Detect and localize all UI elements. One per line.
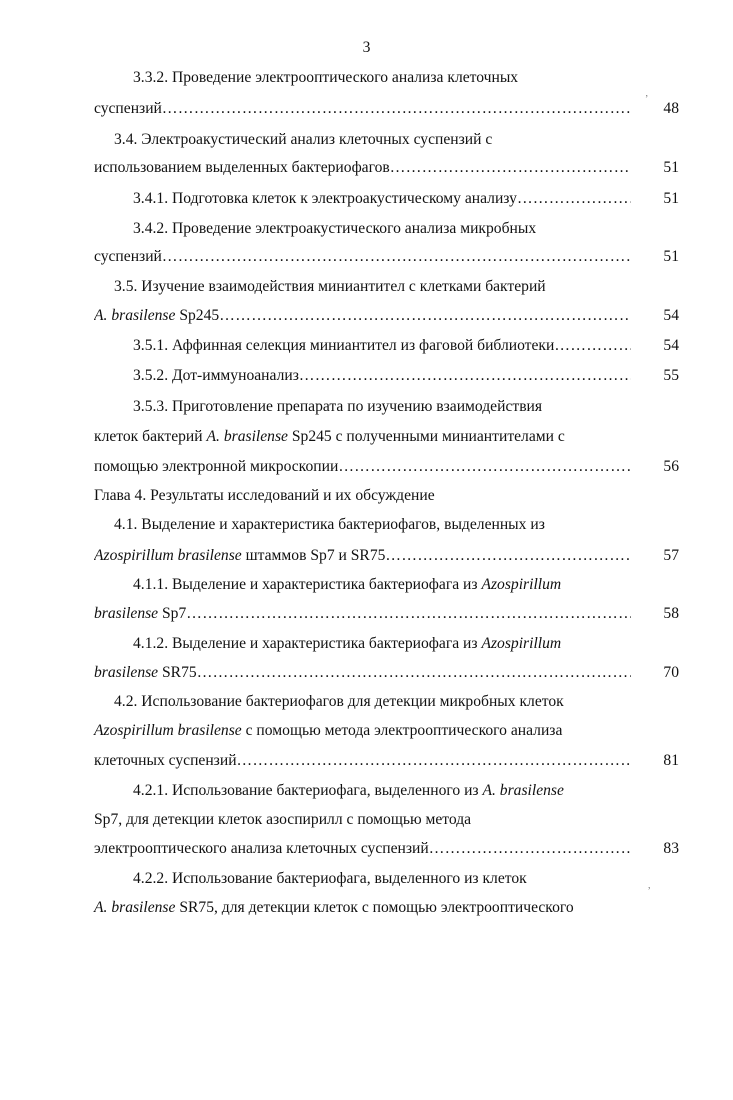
dot-leader bbox=[197, 663, 631, 683]
toc-page-number: 54 bbox=[663, 337, 679, 354]
species-name: A. brasilense bbox=[94, 307, 176, 324]
species-name: brasilense bbox=[94, 605, 159, 622]
dot-leader bbox=[186, 604, 631, 624]
toc-entry-title: 4.2.2. Использование бактериофага, выделенного из клеток bbox=[133, 870, 527, 887]
toc-entry-title: использованием выделенных бактериофагов bbox=[94, 159, 390, 176]
toc-page-number: 48 bbox=[663, 100, 679, 117]
toc-entry-continuation bbox=[0, 721, 733, 741]
toc-entry-continuation bbox=[0, 306, 733, 326]
toc-page-number: 51 bbox=[663, 190, 679, 207]
toc-entry-title: электрооптического анализа клеточных суспензий bbox=[94, 840, 429, 857]
scan-mark: , bbox=[648, 880, 651, 891]
toc-entry-title: 4.1.2. Выделение и характеристика бактериофага из bbox=[133, 635, 482, 652]
page-number: 3 bbox=[362, 39, 371, 56]
species-name: Azospirillum brasilense bbox=[94, 722, 242, 739]
toc-page-number: 57 bbox=[663, 547, 679, 564]
species-name: A. brasilense bbox=[94, 899, 176, 916]
toc-entry-title: 4.1.1. Выделение и характеристика бактериофага из bbox=[133, 576, 482, 593]
toc-page-number: 56 bbox=[663, 458, 679, 475]
toc-entry-title: 3.5.3. Приготовление препарата по изучению взаимодействия bbox=[133, 398, 543, 415]
species-name: Azospirillum bbox=[481, 635, 562, 652]
toc-entry-continuation bbox=[0, 810, 733, 830]
toc-entry-title: 3.3.2. Проведение электрооптического анализа клеточных bbox=[133, 69, 519, 86]
toc-entry-3-4-1[interactable] bbox=[0, 189, 733, 209]
dot-leader bbox=[299, 366, 631, 386]
toc-entry-continuation bbox=[0, 158, 733, 178]
toc-entry-title: суспензий bbox=[94, 100, 162, 117]
toc-entry-3-3-2[interactable] bbox=[0, 68, 733, 88]
species-name: brasilense bbox=[94, 664, 159, 681]
species-name: A. brasilense bbox=[206, 428, 288, 445]
toc-page-number: 55 bbox=[663, 367, 679, 384]
toc-entry-3-5[interactable] bbox=[0, 277, 733, 297]
dot-leader bbox=[237, 751, 631, 771]
toc-entry-title: 4.2.1. Использование бактериофага, выделенного из bbox=[133, 782, 483, 799]
chapter-title: Глава 4. Результаты исследований и их обсуждение bbox=[94, 487, 435, 504]
toc-entry-continuation bbox=[0, 247, 733, 267]
toc-entry-title: 4.2. Использование бактериофагов для детекции микробных клеток bbox=[114, 693, 564, 710]
toc-entry-title: Sp245 с полученными миниантителами с bbox=[287, 428, 565, 445]
dot-leader bbox=[429, 839, 631, 859]
toc-entry-4-1[interactable] bbox=[0, 515, 733, 535]
species-name: Azospirillum bbox=[481, 576, 562, 593]
dot-leader bbox=[390, 158, 631, 178]
toc-entry-3-5-3[interactable] bbox=[0, 397, 733, 417]
toc-page-number: 81 bbox=[663, 752, 679, 769]
toc-entry-title: 3.5. Изучение взаимодействия миниантител с клетками бактерий bbox=[114, 278, 546, 295]
species-name: A. brasilense bbox=[482, 782, 564, 799]
toc-page-number: 83 bbox=[663, 840, 679, 857]
toc-entry-title: SR75 bbox=[158, 664, 197, 681]
toc-page-number: 70 bbox=[663, 664, 679, 681]
toc-entry-4-2-2[interactable] bbox=[0, 869, 733, 889]
dot-leader bbox=[517, 189, 631, 209]
toc-entry-continuation bbox=[0, 427, 733, 447]
toc-entry-continuation bbox=[0, 457, 733, 477]
toc-entry-title: с помощью метода электрооптического анализа bbox=[241, 722, 563, 739]
dot-leader bbox=[162, 247, 631, 267]
toc-entry-title: 3.5.1. Аффинная селекция миниантител из фаговой библиотеки bbox=[133, 337, 555, 354]
toc-page-number: 51 bbox=[663, 248, 679, 265]
dot-leader bbox=[385, 546, 631, 566]
toc-entry-title: Sp245 bbox=[175, 307, 220, 324]
toc-entry-4-2[interactable] bbox=[0, 692, 733, 712]
toc-entry-title: клеток бактерий bbox=[94, 428, 207, 445]
toc-entry-title: 3.5.2. Дот-иммуноанализ bbox=[133, 367, 299, 384]
toc-entry-3-5-1[interactable] bbox=[0, 336, 733, 356]
toc-entry-continuation bbox=[0, 99, 733, 119]
toc-page-number: 58 bbox=[663, 605, 679, 622]
toc-page-number: 51 bbox=[663, 159, 679, 176]
toc-entry-4-1-2[interactable] bbox=[0, 634, 733, 654]
toc-entry-3-4-2[interactable] bbox=[0, 219, 733, 239]
toc-entry-4-2-1[interactable] bbox=[0, 781, 733, 801]
toc-entry-title: 3.4.1. Подготовка клеток к электроакустическому анализу bbox=[133, 190, 517, 207]
species-name: Azospirillum brasilense bbox=[94, 547, 242, 564]
toc-entry-3-5-2[interactable] bbox=[0, 366, 733, 386]
toc-entry-continuation bbox=[0, 604, 733, 624]
toc-entry-title: Sp7 bbox=[158, 605, 187, 622]
toc-entry-continuation bbox=[0, 898, 733, 918]
toc-chapter-4[interactable] bbox=[0, 486, 733, 506]
toc-entry-title: 3.4. Электроакустический анализ клеточных суспензий с bbox=[114, 131, 493, 148]
toc-entry-3-4[interactable] bbox=[0, 130, 733, 150]
toc-entry-title: 4.1. Выделение и характеристика бактериофагов, выделенных из bbox=[114, 516, 545, 533]
toc-page-number: 54 bbox=[663, 307, 679, 324]
toc-entry-title: суспензий bbox=[94, 248, 162, 265]
toc-entry-title: 3.4.2. Проведение электроакустического анализа микробных bbox=[133, 220, 537, 237]
toc-entry-title: Sp7, для детекции клеток азоспирилл с помощью метода bbox=[94, 811, 472, 828]
toc-entry-title: помощью электронной микроскопии bbox=[94, 458, 339, 475]
toc-entry-title: SR75, для детекции клеток с помощью электрооптического bbox=[175, 899, 574, 916]
toc-entry-title: клеточных суспензий bbox=[94, 752, 237, 769]
dot-leader bbox=[219, 306, 631, 326]
toc-entry-continuation bbox=[0, 839, 733, 859]
toc-entry-continuation bbox=[0, 663, 733, 683]
toc-entry-continuation bbox=[0, 546, 733, 566]
dot-leader bbox=[554, 336, 631, 356]
toc-entry-continuation bbox=[0, 751, 733, 771]
dot-leader bbox=[162, 99, 631, 119]
toc-entry-4-1-1[interactable] bbox=[0, 575, 733, 595]
toc-entry-title: штаммов Sp7 и SR75 bbox=[241, 547, 386, 564]
scan-mark: ’ bbox=[645, 94, 649, 105]
dot-leader bbox=[338, 457, 631, 477]
